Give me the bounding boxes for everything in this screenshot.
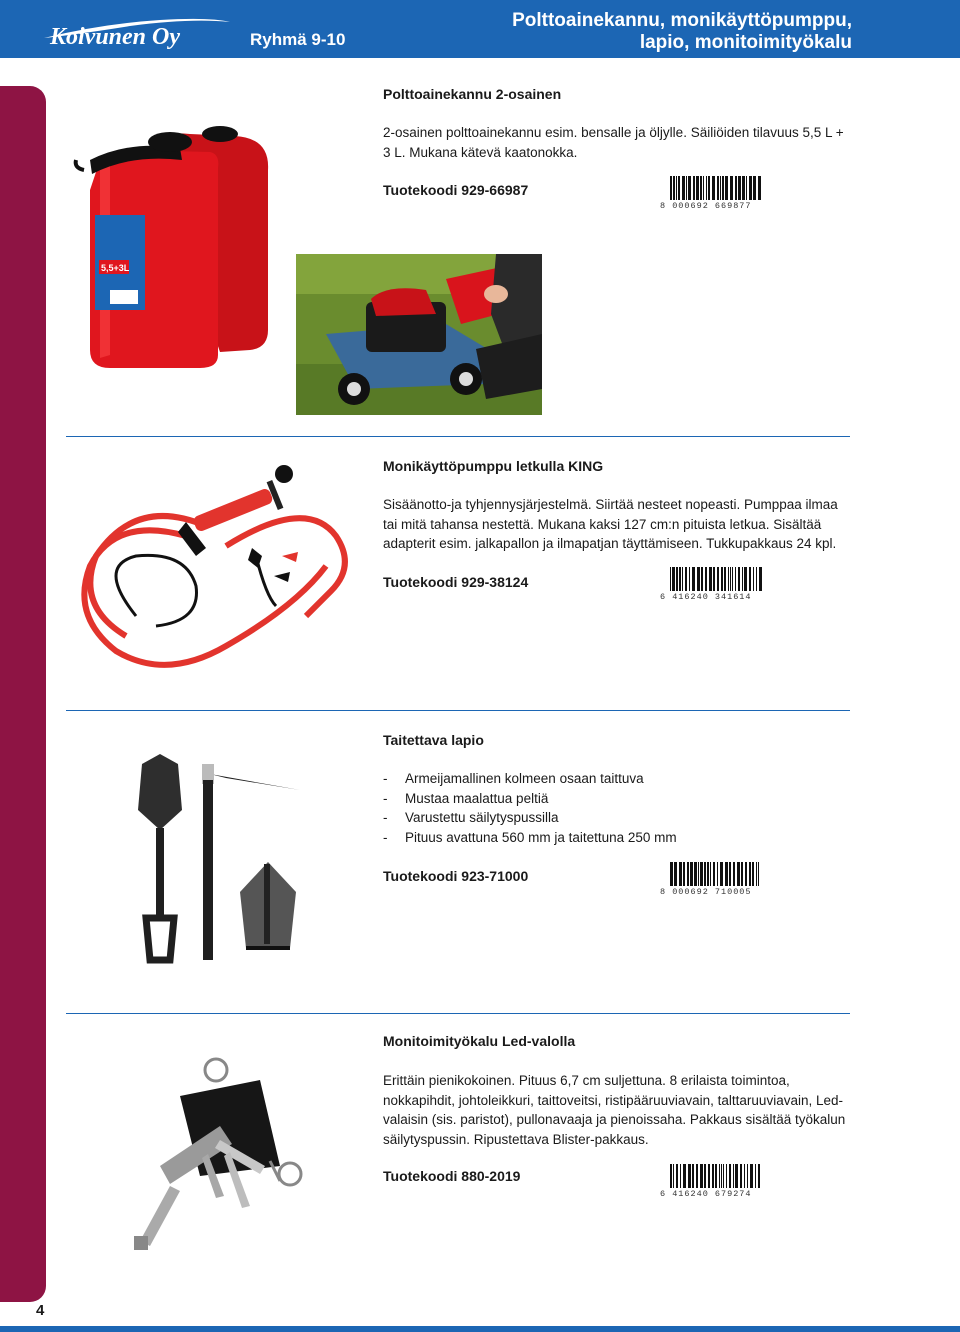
barcode-pump [660, 567, 764, 602]
barcode-bar [730, 567, 731, 591]
barcode-bar [679, 567, 681, 591]
barcode-bar [687, 862, 689, 886]
canister-label: 5,5+3L [101, 263, 130, 273]
barcode-bar [697, 567, 700, 591]
title-line-2: lapio, monitoimityökalu [639, 32, 852, 53]
barcode-bars [660, 567, 764, 591]
barcode-bar [741, 862, 743, 886]
barcode-bar [717, 862, 718, 886]
multitool-image [120, 1056, 340, 1256]
bottom-line [0, 1326, 960, 1332]
barcode-bar [713, 862, 715, 886]
barcode-bar [690, 862, 693, 886]
barcode-bar [742, 567, 743, 591]
barcode-bar [749, 862, 751, 886]
lawnmower-refuel-image [296, 254, 542, 415]
barcode-bar [750, 1164, 753, 1188]
barcode-bar [717, 176, 719, 200]
barcode-bar [713, 567, 715, 591]
product-code-multitool: Tuotekoodi 880-2019 [383, 1168, 521, 1184]
fuel-canister-image [70, 120, 280, 370]
barcode-bar [724, 567, 726, 591]
barcode-bar [692, 1164, 694, 1188]
barcode-bar [704, 1164, 706, 1188]
barcode-bar [753, 567, 754, 591]
barcode-bar [756, 567, 757, 591]
barcode-bar [704, 862, 706, 886]
product-description-multitool: Erittäin pienikokoinen. Pituus 6,7 cm suljettuna. 8 erilaista toimintoa, nokkapihdit, johtoleikkuri, taittoveitsi, ristipääruuviavain, talttaruuviavain, Led-valaisin (sis. paristot), pullonavaaja ja pienoissaha. Pakkaus sisältää työkalun säilytyspussin. Ripustettava Blister-pakkaus. [383, 1073, 846, 1147]
barcode-bar [682, 176, 685, 200]
barcode-bar [705, 567, 707, 591]
barcode-bar [712, 1164, 714, 1188]
product-title-shovel: Taitettava lapio [383, 732, 484, 748]
barcode-bar [730, 176, 733, 200]
barcode-bar [753, 176, 756, 200]
barcode-bar [719, 1164, 720, 1188]
folding-shovel-image [130, 752, 310, 968]
barcode-bar [720, 862, 723, 886]
section-divider [66, 710, 850, 711]
barcode-canister [660, 176, 764, 211]
barcode-bar [722, 176, 724, 200]
barcode-bar [729, 1164, 731, 1188]
barcode-bar [670, 862, 673, 886]
bullet-item: - Varustettu säilytyspussilla [383, 808, 853, 828]
barcode-bar [758, 1164, 760, 1188]
barcode-bar [688, 176, 691, 200]
barcode-bar [708, 176, 710, 200]
product-title-canister: Polttoainekannu 2-osainen [383, 86, 562, 102]
barcode-bar [735, 176, 737, 200]
page-header [0, 0, 960, 58]
barcode-shovel [660, 862, 764, 897]
barcode-bar [706, 176, 707, 200]
barcode-bar [758, 176, 761, 200]
barcode-number: 8 000692 669877 [660, 201, 752, 211]
product-title-pump: Monikäyttöpumppu letkulla KING [383, 458, 604, 474]
page-number: 4 [36, 1302, 45, 1319]
barcode-bar [673, 1164, 674, 1188]
product-bullets-shovel [383, 769, 853, 847]
barcode-bar [701, 567, 703, 591]
barcode-bar [676, 567, 678, 591]
company-logo [40, 4, 235, 52]
barcode-bar [721, 1164, 722, 1188]
barcode-bar [679, 862, 682, 886]
barcode-number: 6 416240 679274 [660, 1189, 752, 1199]
barcode-bar [700, 862, 703, 886]
barcode-bar [725, 176, 728, 200]
barcode-number: 8 000692 710005 [660, 887, 752, 897]
barcode-bar [710, 862, 711, 886]
barcode-bar [755, 1164, 756, 1188]
barcode-bar [700, 1164, 703, 1188]
product-description-pump: Sisäänotto-ja tyhjennysjärjestelmä. Siirtää nesteet nopeasti. Pumppaa ilmaa tai mitä tahansa nestettä. Mukana kaksi 127 cm:n pituista letkua. Sisältää adapterit esim. jalkapallon ja ilmapatjan täyttämiseen. Tukkupakkaus 24 kpl. [383, 497, 838, 551]
barcode-bar [674, 862, 677, 886]
barcode-bar [676, 1164, 678, 1188]
barcode-bar [708, 1164, 710, 1188]
barcode-bar [676, 176, 677, 200]
barcode-bar [735, 567, 736, 591]
barcode-bar [717, 567, 719, 591]
barcode-bar [758, 862, 759, 886]
barcode-bar [744, 567, 747, 591]
barcode-bar [707, 862, 709, 886]
barcode-bar [686, 176, 687, 200]
barcode-bar [688, 1164, 691, 1188]
barcode-bar [673, 176, 675, 200]
barcode-bar [733, 862, 735, 886]
barcode-bar [672, 567, 675, 591]
barcode-bar [721, 567, 723, 591]
barcode-bar [678, 176, 680, 200]
barcode-bar [693, 176, 695, 200]
barcode-bar [670, 1164, 672, 1188]
barcode-bar [726, 1164, 727, 1188]
barcode-bar [715, 1164, 717, 1188]
barcode-bar [703, 176, 704, 200]
barcode-bar [685, 567, 687, 591]
barcode-bar [729, 862, 731, 886]
barcode-bar [745, 862, 747, 886]
barcode-bar [732, 567, 733, 591]
barcode-bar [742, 176, 745, 200]
barcode-bar [696, 176, 699, 200]
bullet-item: - Pituus avattuna 560 mm ja taitettuna 250 mm [383, 828, 853, 848]
section-divider [66, 436, 850, 437]
barcode-bar [738, 176, 741, 200]
barcode-bar [683, 1164, 686, 1188]
product-code-pump: Tuotekoodi 929-38124 [383, 574, 529, 590]
barcode-bar [712, 176, 715, 200]
barcode-bar [752, 862, 754, 886]
barcode-number: 6 416240 341614 [660, 592, 752, 602]
barcode-bars [660, 1164, 764, 1188]
barcode-bar [756, 862, 757, 886]
barcode-bar [694, 862, 697, 886]
barcode-bar [747, 1164, 748, 1188]
barcode-bar [725, 862, 728, 886]
barcode-bar [744, 1164, 745, 1188]
title-line-1: Polttoainekannu, monikäyttöpumppu, [512, 10, 852, 31]
barcode-bar [746, 176, 747, 200]
barcode-bar [700, 176, 702, 200]
barcode-bar [740, 1164, 742, 1188]
bullet-item: - Armeijamallinen kolmeen osaan taittuva [383, 769, 853, 789]
bullet-item: - Mustaa maalattua peltiä [383, 789, 853, 809]
barcode-bar [680, 1164, 681, 1188]
barcode-bar [696, 1164, 698, 1188]
barcode-bar [692, 567, 695, 591]
product-description-canister: 2-osainen polttoainekannu esim. bensalle ja öljylle. Säiliöiden tilavuus 5,5 L + 3 L. Mukana kätevä kaatonokka. [383, 125, 844, 160]
product-code-canister: Tuotekoodi 929-66987 [383, 182, 529, 198]
barcode-bar [689, 567, 690, 591]
barcode-bar [723, 1164, 724, 1188]
barcode-bar [749, 567, 751, 591]
product-title-multitool: Monitoimityökalu Led-valolla [383, 1033, 576, 1049]
logo-text: Koivunen Oy [50, 24, 181, 50]
barcode-bar [733, 1164, 734, 1188]
barcode-bar [709, 567, 712, 591]
pump-image [76, 456, 356, 676]
product-code-shovel: Tuotekoodi 923-71000 [383, 868, 529, 884]
barcode-bar [728, 567, 729, 591]
barcode-bars [660, 176, 764, 200]
barcode-bar [759, 567, 762, 591]
barcode-bar [670, 176, 672, 200]
barcode-bars [660, 862, 764, 886]
barcode-bar [737, 862, 740, 886]
barcode-bar [749, 176, 752, 200]
barcode-bar [682, 567, 683, 591]
barcode-bar [670, 567, 671, 591]
barcode-bar [683, 862, 685, 886]
page-title [412, 10, 852, 54]
barcode-bar [720, 176, 721, 200]
barcode-bar [698, 862, 699, 886]
section-divider [66, 1013, 850, 1014]
group-label: Ryhmä 9-10 [250, 30, 346, 49]
side-bar [0, 86, 46, 1302]
barcode-bar [735, 1164, 738, 1188]
barcode-bar [738, 567, 740, 591]
barcode-multitool [660, 1164, 764, 1199]
